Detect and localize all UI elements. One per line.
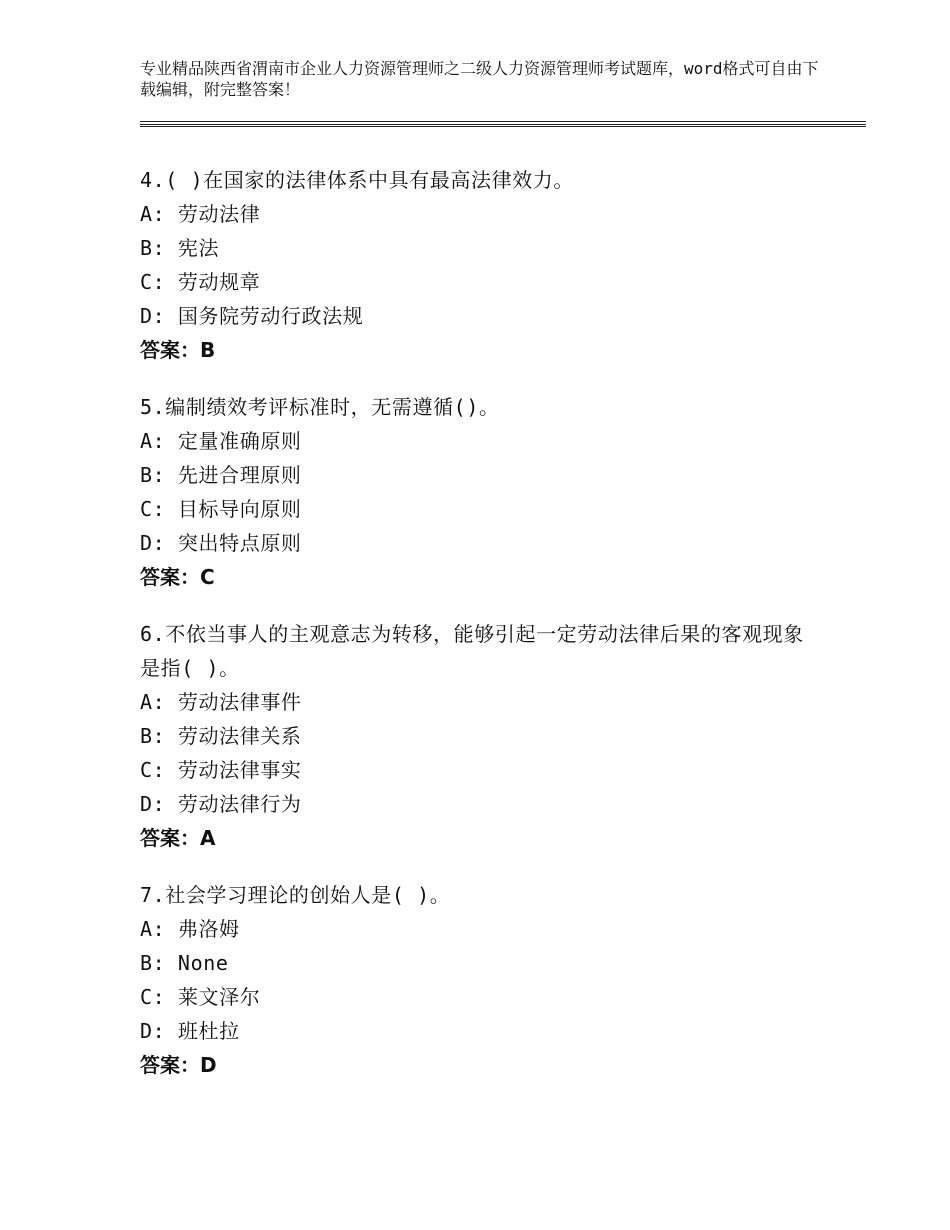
answer-value: D [200, 1053, 217, 1077]
answer-label: 答案： [140, 826, 200, 850]
option-a: A: 定量准确原则 [140, 429, 302, 453]
document-header [140, 58, 830, 100]
header-divider-line [140, 126, 866, 127]
option-a: A: 弗洛姆 [140, 917, 240, 941]
option-a: A: 劳动法律事件 [140, 690, 302, 714]
option-d: D: 突出特点原则 [140, 531, 302, 555]
answer-line [140, 1048, 820, 1082]
option-c: C: 劳动规章 [140, 270, 261, 294]
answer-line [140, 560, 820, 594]
question-stem: 7.社会学习理论的创始人是( )。 [140, 883, 451, 907]
header-divider-line [140, 121, 866, 122]
option-b: B: None [140, 951, 229, 975]
header-title: 专业精品陕西省渭南市企业人力资源管理师之二级人力资源管理师考试题库，word格式可自由下载编辑，附完整答案！ [140, 59, 819, 99]
answer-value: C [200, 565, 215, 589]
option-b: B: 劳动法律关系 [140, 724, 302, 748]
header-divider-line [140, 124, 866, 125]
answer-value: B [200, 338, 216, 362]
option-c: C: 目标导向原则 [140, 497, 302, 521]
option-d: D: 劳动法律行为 [140, 792, 302, 816]
option-d: D: 国务院劳动行政法规 [140, 304, 364, 328]
option-b: B: 先进合理原则 [140, 463, 302, 487]
answer-label: 答案： [140, 1053, 200, 1077]
question-item [140, 390, 820, 594]
option-b: B: 宪法 [140, 236, 220, 260]
question-item [140, 878, 820, 1082]
option-d: D: 班杜拉 [140, 1019, 240, 1043]
answer-line [140, 333, 820, 367]
option-c: C: 劳动法律事实 [140, 758, 302, 782]
answer-value: A [200, 826, 216, 850]
option-a: A: 劳动法律 [140, 202, 261, 226]
question-item [140, 163, 820, 367]
question-stem: 4.( )在国家的法律体系中具有最高法律效力。 [140, 168, 575, 192]
answer-line [140, 821, 820, 855]
question-stem: 6.不依当事人的主观意志为转移，能够引起一定劳动法律后果的客观现象是指( )。 [140, 622, 804, 680]
question-list [140, 163, 820, 1105]
answer-label: 答案： [140, 338, 200, 362]
question-stem: 5.编制绩效考评标准时，无需遵循()。 [140, 395, 500, 419]
question-item [140, 617, 820, 855]
option-c: C: 莱文泽尔 [140, 985, 261, 1009]
answer-label: 答案： [140, 565, 200, 589]
